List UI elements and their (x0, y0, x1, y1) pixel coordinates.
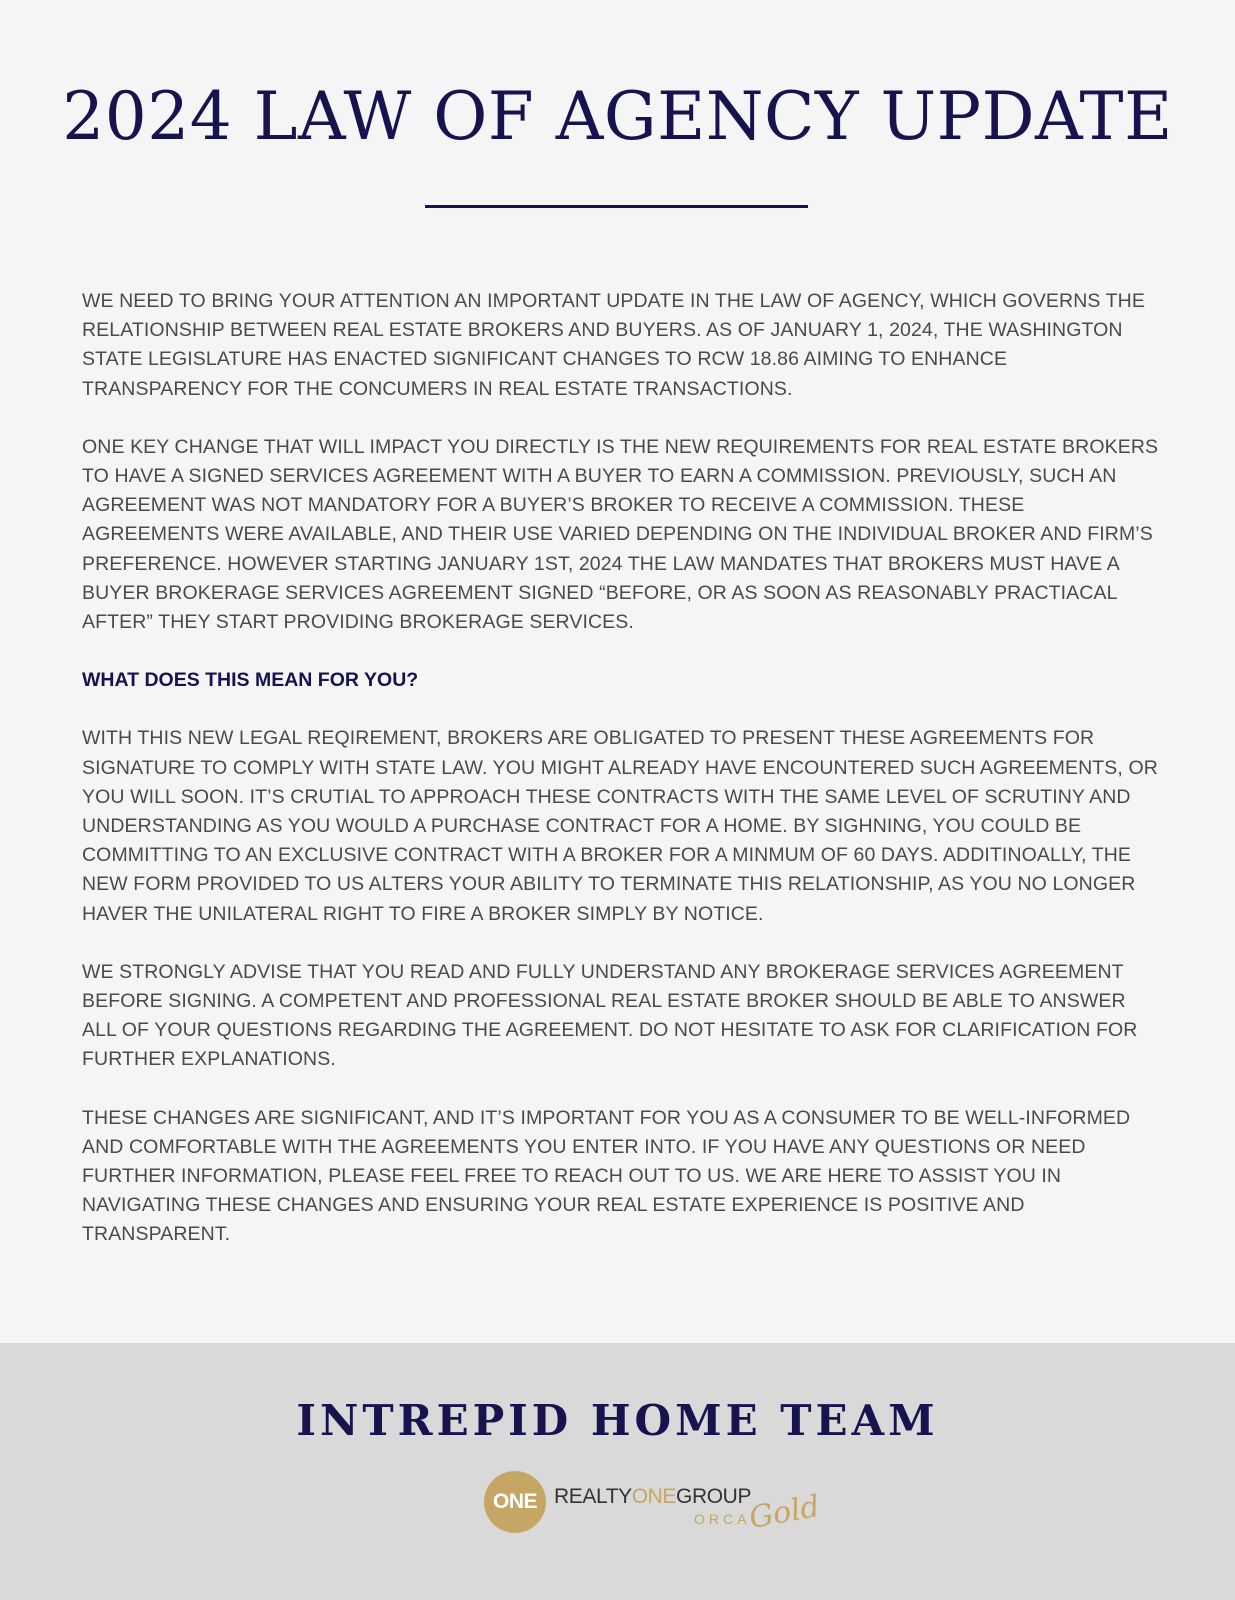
realty-one-group-logo (484, 1471, 823, 1536)
title-divider (425, 205, 808, 208)
footer (0, 1343, 1235, 1600)
logo-subtext: ORCA (694, 1511, 751, 1527)
paragraph-advice: WE STRONGLY ADVISE THAT YOU READ AND FULLY UNDERSTAND ANY BROKERAGE SERVICES AGREEMENT BEFORE SIGNING. A COMPETENT AND PROFESSIONAL REAL ESTATE BROKER SHOULD BE ABLE TO ANSWER ALL OF YOUR QUESTIONS REGARDING THE AGREEMENT. DO NOT HESITATE TO ASK FOR CLARIFICATION FOR FURTHER EXPLANATIONS. (82, 960, 1138, 1071)
logo-word-one: ONE (631, 1485, 677, 1508)
section-heading: WHAT DOES THIS MEAN FOR YOU? (82, 669, 419, 692)
logo-word-realty: REALTY (554, 1485, 632, 1508)
logo-word-group: GROUP (676, 1485, 752, 1508)
page-title: 2024 LAW OF AGENCY UPDATE (62, 78, 1173, 155)
paragraph-closing: THESE CHANGES ARE SIGNIFICANT, AND IT’S IMPORTANT FOR YOU AS A CONSUMER TO BE WELL-INFORMED AND COMFORTABLE WITH THE AGREEMENTS YOU ENTER INTO. IF YOU HAVE ANY QUESTIONS OR NEED FURTHER INFORMATION, PLEASE FEEL FREE TO REACH OUT TO US. WE ARE HERE TO ASSIST YOU IN NAVIGATING THESE CHANGES AND ENSURING YOUR REAL ESTATE EXPERIENCE IS POSITIVE AND TRANSPARENT. (82, 1106, 1131, 1246)
logo-badge: ONE (484, 1471, 546, 1533)
document-body (82, 287, 1162, 1279)
team-name: INTREPID HOME TEAM (296, 1396, 939, 1445)
logo-script-text: Gold (746, 1489, 823, 1536)
logo-wordmark (554, 1485, 751, 1509)
paragraph-key-change: ONE KEY CHANGE THAT WILL IMPACT YOU DIRECTLY IS THE NEW REQUIREMENTS FOR REAL ESTATE BROKERS TO HAVE A SIGNED SERVICES AGREEMENT WITH A BUYER TO EARN A COMMISSION. PREVIOUSLY, SUCH AN AGREEMENT WAS NOT MANDATORY FOR A BUYER’S BROKER TO RECEIVE A COMMISSION. THESE AGREEMENTS WERE AVAILABLE, AND THEIR USE VARIED DEPENDING ON THE INDIVIDUAL BROKER AND FIRM’S PREFERENCE. HOWEVER STARTING JANUARY 1ST, 2024 THE LAW MANDATES THAT BROKERS MUST HAVE A BUYER BROKERAGE SERVICES AGREEMENT SIGNED “BEFORE, OR AS SOON AS REASONABLY PRACTIACAL AFTER” THEY START PROVIDING BROKERAGE SERVICES. (82, 435, 1159, 634)
paragraph-intro: WE NEED TO BRING YOUR ATTENTION AN IMPORTANT UPDATE IN THE LAW OF AGENCY, WHICH GOVERNS THE RELATIONSHIP BETWEEN REAL ESTATE BROKERS AND BUYERS. AS OF JANUARY 1, 2024, THE WASHINGTON STATE LEGISLATURE HAS ENACTED SIGNIFICANT CHANGES TO RCW 18.86 AIMING TO ENHANCE TRANSPARENCY FOR THE CONCUMERS IN REAL ESTATE TRANSACTIONS. (82, 290, 1145, 400)
paragraph-legal-requirement: WITH THIS NEW LEGAL REQIREMENT, BROKERS ARE OBLIGATED TO PRESENT THESE AGREEMENTS FOR SIGNATURE TO COMPLY WITH STATE LAW. YOU MIGHT ALREADY HAVE ENCOUNTERED SUCH AGREEMENTS, OR YOU WILL SOON. IT’S CRUTIAL TO APPROACH THESE CONTRACTS WITH THE SAME LEVEL OF SCRUTINY AND UNDERSTANDING AS YOU WOULD A PURCHASE CONTRACT FOR A HOME. BY SIGHNING, YOU COULD BE COMMITTING TO AN EXCLUSIVE CONTRACT WITH A BROKER FOR A MINMUM OF 60 DAYS. ADDITINOALLY, THE NEW FORM PROVIDED TO US ALTERS YOUR ABILITY TO TERMINATE THIS RELATIONSHIP, AS YOU NO LONGER HAVER THE UNILATERAL RIGHT TO FIRE A BROKER SIMPLY BY NOTICE. (82, 727, 1158, 925)
